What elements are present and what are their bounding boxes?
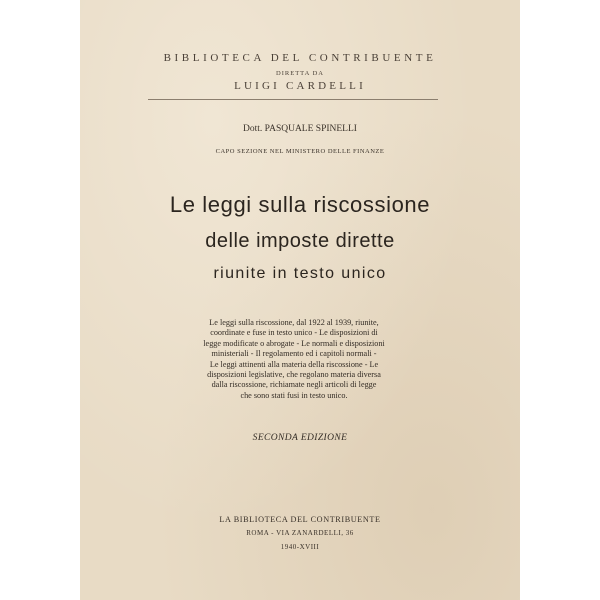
series-title: BIBLIOTECA DEL CONTRIBUENTE	[163, 52, 437, 64]
title-page	[80, 0, 520, 600]
publisher-address: ROMA - VIA ZANARDELLI, 36	[246, 529, 354, 537]
description-line: disposizioni legislative, che regolano materia diversa	[207, 370, 381, 380]
series-directed-by: DIRETTA DA	[276, 70, 324, 77]
description-line: dalla riscossione, richiamate negli articoli di legge	[211, 380, 377, 390]
description-line: ministeriali - Il regolamento ed i capitoli normali -	[211, 349, 377, 359]
book-title-line-1: Le leggi sulla riscossione	[169, 192, 431, 217]
edition-label: SECONDA EDIZIONE	[252, 433, 348, 443]
author-role: CAPO SEZIONE NEL MINISTERO DELLE FINANZE	[215, 148, 385, 155]
description-line: legge modificate o abrogate - Le normali e disposizioni	[203, 338, 385, 348]
description-line: che sono stati fusi in testo unico.	[240, 390, 348, 400]
publisher-name: LA BIBLIOTECA DEL CONTRIBUENTE	[219, 515, 381, 524]
description-line: Le leggi sulla riscossione, dal 1922 al 1939, riunite,	[209, 318, 379, 327]
series-editor: LUIGI CARDELLI	[234, 80, 366, 92]
book-title-line-2: delle imposte dirette	[205, 230, 395, 252]
divider-rule	[148, 99, 438, 100]
description-line: coordinate e fuse in testo unico - Le disposizioni di	[210, 328, 378, 338]
publication-year: 1940-XVIII	[280, 543, 320, 551]
book-title-line-3: riunite in testo unico	[213, 265, 387, 282]
description-block	[174, 318, 414, 401]
description-line: Le leggi attinenti alla materia della riscossione - Le	[209, 359, 379, 369]
author-name: Dott. PASQUALE SPINELLI	[243, 124, 357, 134]
